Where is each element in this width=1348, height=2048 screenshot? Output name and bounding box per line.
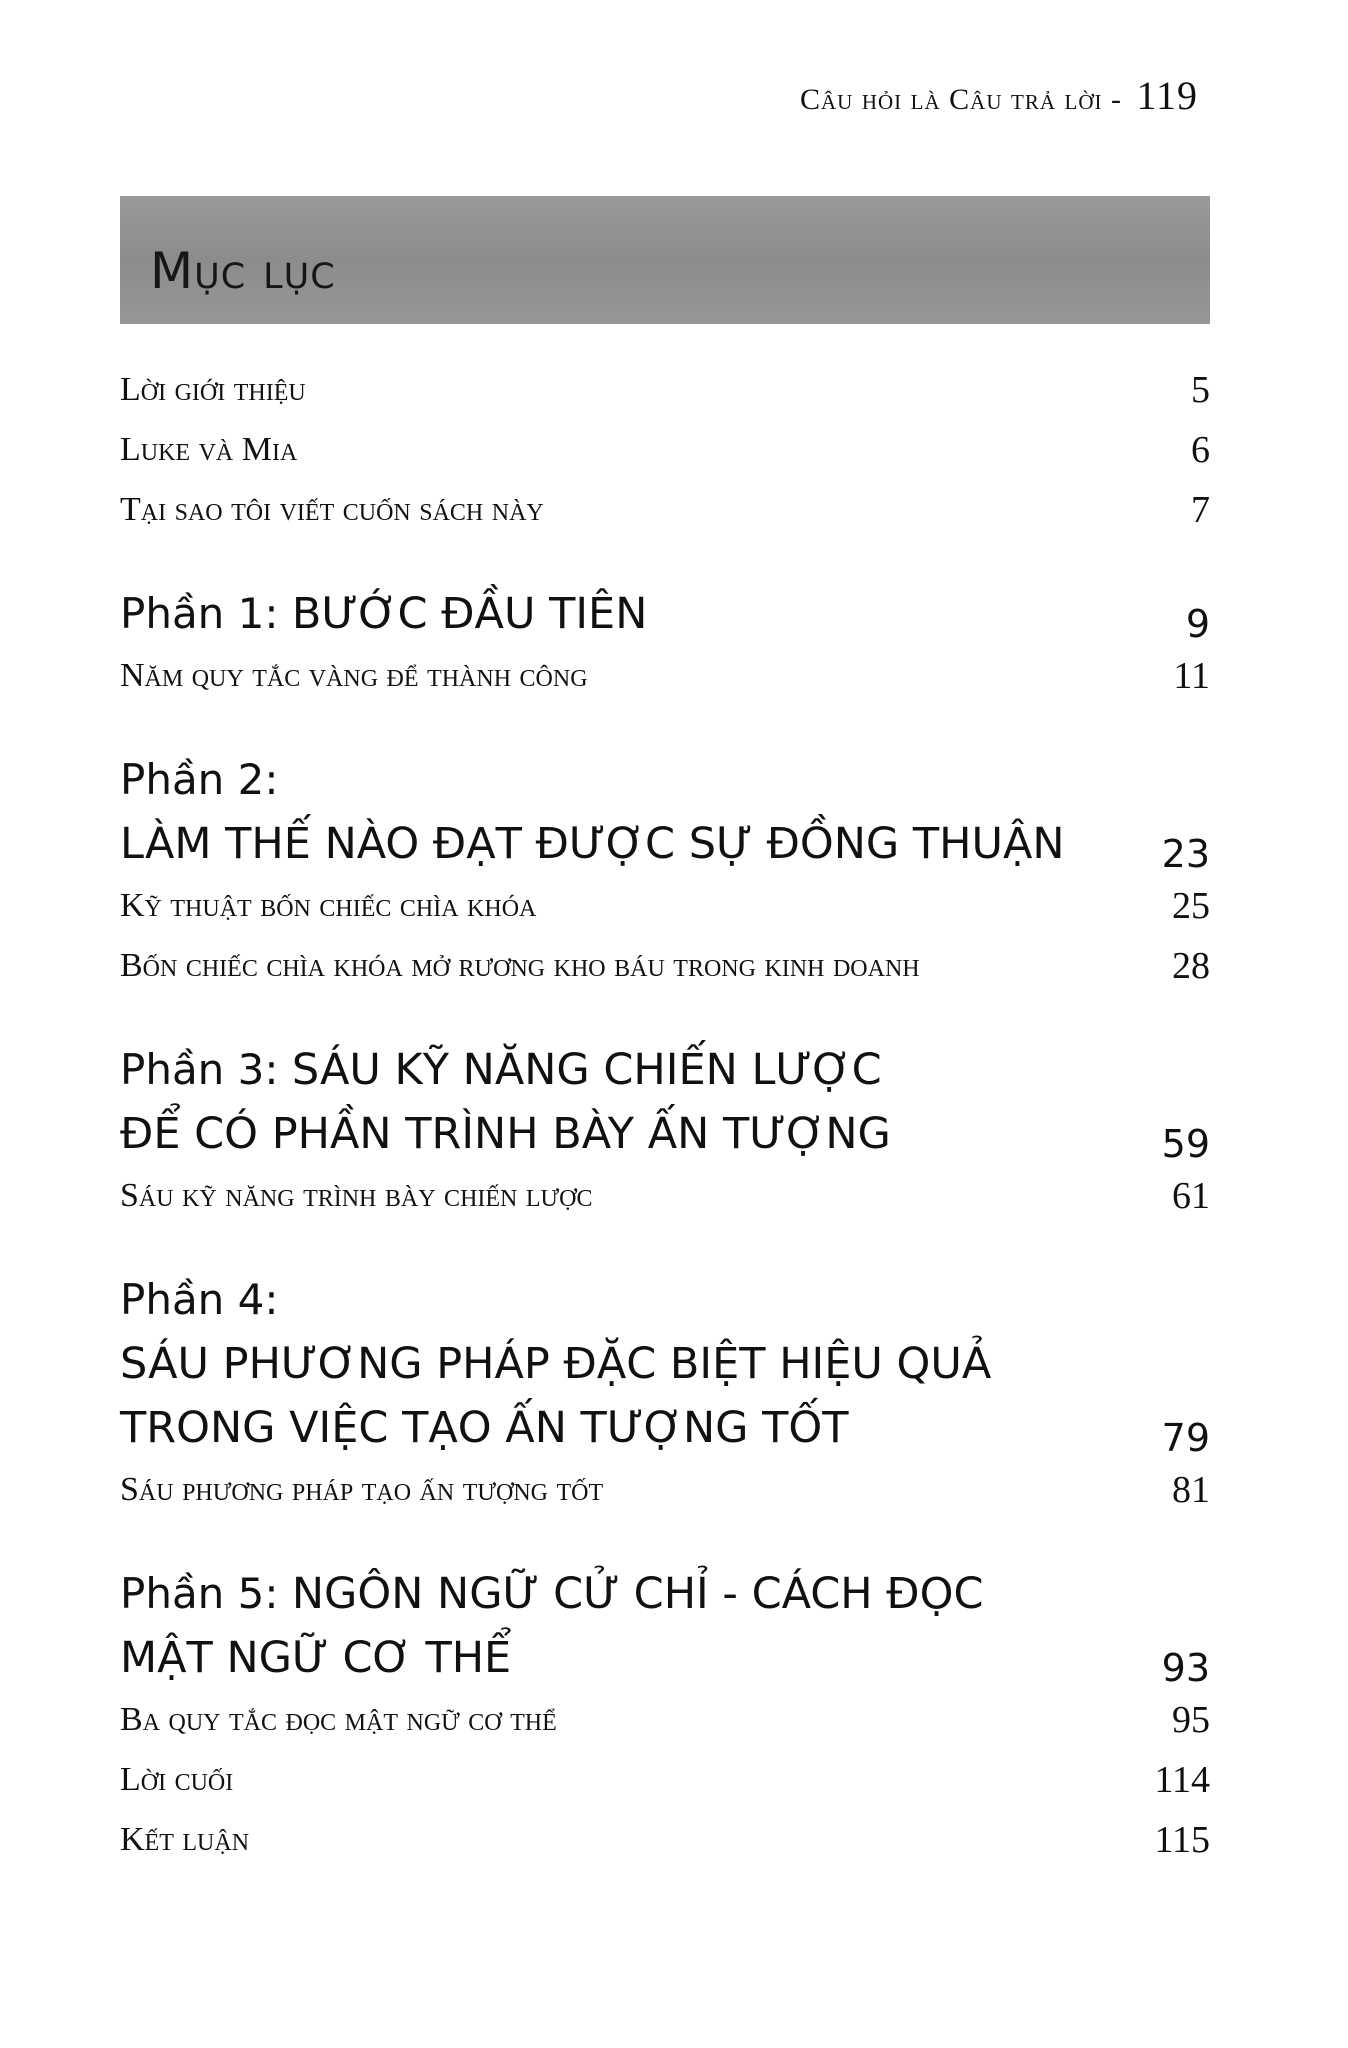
toc-entry-page: 6 [1191,429,1210,471]
part-page: 23 [1161,832,1210,876]
toc-banner [120,196,1210,324]
part-page: 59 [1161,1122,1210,1166]
toc-entry-title: Tại sao tôi viết cuốn sách này [120,491,544,528]
part-heading[interactable] [120,1268,1210,1332]
part-page: 79 [1161,1416,1210,1460]
toc-entry[interactable] [120,420,1210,480]
toc-heading: Mục lục [150,242,336,300]
running-title: Câu hỏi là Câu trả lời - [800,83,1122,116]
part-title: TRONG VIỆC TẠO ẤN TƯỢNG TỐT [120,1403,849,1453]
toc-entry[interactable] [120,360,1210,420]
toc-entry[interactable] [120,936,1210,996]
toc-entry-title: Lời giới thiệu [120,371,306,408]
toc-entry-title: Lời cuối [120,1761,234,1798]
toc-entry[interactable] [120,1750,1210,1810]
toc-entry[interactable] [120,646,1210,706]
toc-entry-title: Năm quy tắc vàng để thành công [120,657,588,694]
toc-entry[interactable] [120,1460,1210,1520]
part-label: Phần 3: [120,1045,292,1094]
part-heading-line[interactable] [120,1102,1210,1166]
toc-entry-page: 5 [1191,369,1210,411]
part-heading-line[interactable] [120,1626,1210,1690]
part-page: 9 [1185,602,1210,646]
part-heading-line[interactable] [120,812,1210,876]
part-title: LÀM THẾ NÀO ĐẠT ĐƯỢC SỰ ĐỒNG THUẬN [120,819,1065,869]
part-label: Phần 5: [120,1569,292,1618]
part-title: SÁU KỸ NĂNG CHIẾN LƯỢC [291,1045,882,1095]
part-page: 93 [1161,1646,1210,1690]
part-heading-line[interactable] [120,1396,1210,1460]
toc-entry-page: 115 [1154,1819,1210,1861]
toc-entry-title: Sáu kỹ năng trình bày chiến lược [120,1177,593,1214]
toc-entry[interactable] [120,876,1210,936]
toc-entry-page: 7 [1191,489,1210,531]
toc-entry-page: 81 [1172,1469,1210,1511]
part-heading[interactable] [120,1038,1210,1102]
toc-entry-page: 61 [1172,1175,1210,1217]
toc-entry-title: Bốn chiếc chìa khóa mở rương kho báu trong kinh doanh [120,947,920,984]
part-title: ĐỂ CÓ PHẦN TRÌNH BÀY ẤN TƯỢNG [120,1109,891,1159]
toc-entry-page: 11 [1173,655,1210,697]
toc-entry[interactable] [120,480,1210,540]
part-label: Phần 1: [120,589,292,638]
toc-entry-title: Luke và Mia [120,431,298,468]
toc-entry-page: 114 [1154,1759,1210,1801]
toc-entry-title: Kết luận [120,1821,250,1858]
toc-entry[interactable] [120,1690,1210,1750]
page-number: 119 [1136,73,1198,118]
part-heading[interactable] [120,1562,1210,1626]
part-title: SÁU PHƯƠNG PHÁP ĐẶC BIỆT HIỆU QUẢ [120,1339,992,1389]
toc-entry-page: 25 [1172,885,1210,927]
table-of-contents [120,360,1210,1870]
part-heading[interactable] [120,748,1210,812]
part-heading[interactable] [120,582,1210,646]
part-title: NGÔN NGỮ CỬ CHỈ - CÁCH ĐỌC [291,1569,984,1619]
toc-entry-page: 95 [1172,1699,1210,1741]
toc-entry-title: Ba quy tắc đọc mật ngữ cơ thể [120,1701,557,1738]
part-heading-line[interactable] [120,1332,1210,1396]
running-header [800,72,1198,119]
part-label: Phần 2: [120,755,279,804]
toc-entry-title: Sáu phương pháp tạo ấn tượng tốt [120,1471,604,1508]
toc-entry-title: Kỹ thuật bốn chiếc chìa khóa [120,887,537,924]
part-label: Phần 4: [120,1275,279,1324]
toc-entry[interactable] [120,1166,1210,1226]
toc-entry-page: 28 [1172,945,1210,987]
part-title: MẬT NGỮ CƠ THỂ [120,1633,512,1683]
part-title: BƯỚC ĐẦU TIÊN [291,589,648,639]
toc-entry[interactable] [120,1810,1210,1870]
